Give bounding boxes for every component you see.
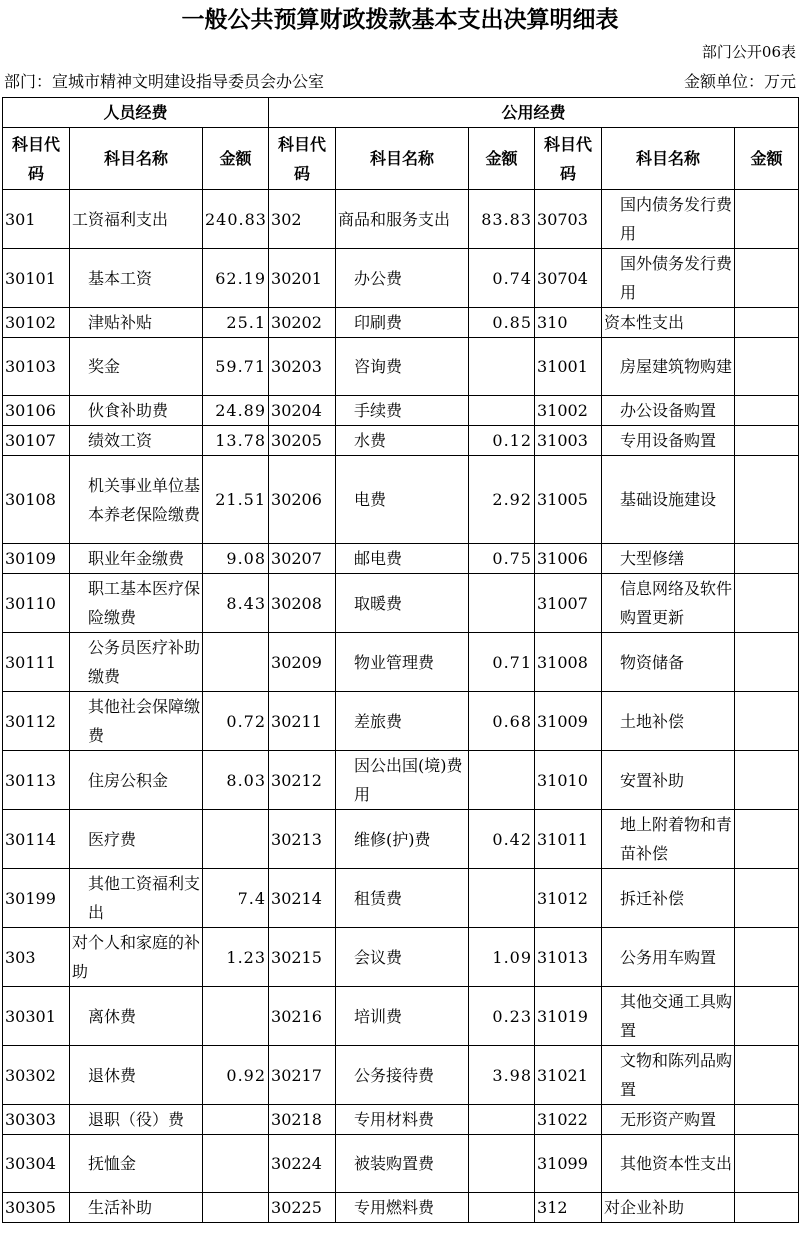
table-number: 部门公开06表 — [701, 43, 796, 61]
goods-code-cell: 30204 — [269, 396, 336, 426]
goods-amount-cell — [469, 396, 535, 426]
name-header: 科目名称 — [602, 128, 735, 190]
capital-code-cell: 30704 — [535, 249, 602, 308]
goods-code-cell: 30212 — [269, 751, 336, 810]
table-row — [3, 426, 799, 456]
goods-name-cell: 培训费 — [336, 987, 469, 1046]
goods-name-cell: 取暖费 — [336, 574, 469, 633]
goods-amount-cell — [469, 574, 535, 633]
personnel-code-cell: 301 — [3, 190, 70, 249]
personnel-name-cell: 其他工资福利支出 — [70, 869, 203, 928]
capital-amount-cell — [735, 987, 799, 1046]
personnel-amount-cell: 24.89 — [203, 396, 269, 426]
goods-name-cell: 公务接待费 — [336, 1046, 469, 1105]
capital-name-cell: 其他资本性支出 — [602, 1135, 735, 1193]
capital-code-cell: 31005 — [535, 456, 602, 544]
capital-name-cell: 资本性支出 — [602, 308, 735, 338]
capital-amount-cell — [735, 1193, 799, 1223]
capital-amount-cell — [735, 633, 799, 692]
personnel-amount-cell: 7.4 — [203, 869, 269, 928]
capital-code-cell: 31002 — [535, 396, 602, 426]
capital-code-cell: 31008 — [535, 633, 602, 692]
table-row — [3, 928, 799, 987]
capital-amount-cell — [735, 338, 799, 396]
capital-code-cell: 31007 — [535, 574, 602, 633]
capital-code-cell: 31012 — [535, 869, 602, 928]
goods-amount-cell: 0.23 — [469, 987, 535, 1046]
capital-code-cell: 31021 — [535, 1046, 602, 1105]
capital-code-cell: 30703 — [535, 190, 602, 249]
amount-header: 金额 — [469, 128, 535, 190]
capital-code-cell: 31003 — [535, 426, 602, 456]
goods-name-cell: 邮电费 — [336, 544, 469, 574]
personnel-amount-cell: 9.08 — [203, 544, 269, 574]
personnel-name-cell: 离休费 — [70, 987, 203, 1046]
table-row — [3, 692, 799, 751]
personnel-name-cell: 公务员医疗补助缴费 — [70, 633, 203, 692]
personnel-code-cell: 30112 — [3, 692, 70, 751]
goods-name-cell: 商品和服务支出 — [336, 190, 469, 249]
department-label: 部门：宣城市精神文明建设指导委员会办公室 — [4, 72, 325, 91]
capital-name-cell: 专用设备购置 — [602, 426, 735, 456]
personnel-code-cell: 30101 — [3, 249, 70, 308]
capital-name-cell: 无形资产购置 — [602, 1105, 735, 1135]
personnel-amount-cell: 0.92 — [203, 1046, 269, 1105]
table-row — [3, 1105, 799, 1135]
personnel-amount-cell: 0.72 — [203, 692, 269, 751]
expenditure-table — [2, 97, 799, 1223]
goods-amount-cell: 0.74 — [469, 249, 535, 308]
goods-code-cell: 302 — [269, 190, 336, 249]
personnel-name-cell: 退休费 — [70, 1046, 203, 1105]
unit-label: 金额单位：万元 — [683, 72, 796, 91]
personnel-code-cell: 30199 — [3, 869, 70, 928]
capital-amount-cell — [735, 396, 799, 426]
personnel-name-cell: 职工基本医疗保险缴费 — [70, 574, 203, 633]
table-row — [3, 249, 799, 308]
capital-name-cell: 基础设施建设 — [602, 456, 735, 544]
personnel-amount-cell — [203, 987, 269, 1046]
personnel-code-cell: 303 — [3, 928, 70, 987]
goods-amount-cell: 0.12 — [469, 426, 535, 456]
personnel-amount-cell: 21.51 — [203, 456, 269, 544]
capital-amount-cell — [735, 249, 799, 308]
personnel-amount-cell: 13.78 — [203, 426, 269, 456]
personnel-name-cell: 医疗费 — [70, 810, 203, 869]
capital-name-cell: 房屋建筑物购建 — [602, 338, 735, 396]
personnel-code-cell: 30109 — [3, 544, 70, 574]
goods-name-cell: 电费 — [336, 456, 469, 544]
goods-amount-cell — [469, 1105, 535, 1135]
goods-code-cell: 30201 — [269, 249, 336, 308]
personnel-code-cell: 30102 — [3, 308, 70, 338]
table-row — [3, 751, 799, 810]
goods-name-cell: 会议费 — [336, 928, 469, 987]
capital-amount-cell — [735, 544, 799, 574]
personnel-name-cell: 奖金 — [70, 338, 203, 396]
table-row — [3, 1135, 799, 1193]
personnel-name-cell: 生活补助 — [70, 1193, 203, 1223]
goods-code-cell: 30207 — [269, 544, 336, 574]
personnel-code-cell: 30110 — [3, 574, 70, 633]
table-row — [3, 633, 799, 692]
goods-code-cell: 30214 — [269, 869, 336, 928]
capital-amount-cell — [735, 810, 799, 869]
code-header: 科目代码 — [269, 128, 336, 190]
capital-code-cell: 31001 — [535, 338, 602, 396]
personnel-code-cell: 30114 — [3, 810, 70, 869]
goods-amount-cell: 0.42 — [469, 810, 535, 869]
goods-name-cell: 水费 — [336, 426, 469, 456]
goods-name-cell: 物业管理费 — [336, 633, 469, 692]
personnel-amount-cell: 25.1 — [203, 308, 269, 338]
capital-name-cell: 拆迁补偿 — [602, 869, 735, 928]
goods-code-cell: 30216 — [269, 987, 336, 1046]
capital-amount-cell — [735, 1105, 799, 1135]
goods-name-cell: 因公出国(境)费用 — [336, 751, 469, 810]
goods-code-cell: 30217 — [269, 1046, 336, 1105]
table-row — [3, 308, 799, 338]
goods-amount-cell — [469, 751, 535, 810]
goods-code-cell: 30224 — [269, 1135, 336, 1193]
personnel-name-cell: 抚恤金 — [70, 1135, 203, 1193]
goods-name-cell: 专用材料费 — [336, 1105, 469, 1135]
personnel-name-cell: 工资福利支出 — [70, 190, 203, 249]
goods-code-cell: 30203 — [269, 338, 336, 396]
goods-name-cell: 被装购置费 — [336, 1135, 469, 1193]
personnel-code-cell: 30107 — [3, 426, 70, 456]
capital-name-cell: 文物和陈列品购置 — [602, 1046, 735, 1105]
capital-name-cell: 国内债务发行费用 — [602, 190, 735, 249]
capital-amount-cell — [735, 308, 799, 338]
goods-code-cell: 30225 — [269, 1193, 336, 1223]
capital-amount-cell — [735, 1046, 799, 1105]
capital-amount-cell — [735, 574, 799, 633]
capital-amount-cell — [735, 928, 799, 987]
goods-amount-cell — [469, 1135, 535, 1193]
capital-amount-cell — [735, 869, 799, 928]
personnel-code-cell: 30113 — [3, 751, 70, 810]
capital-name-cell: 公务用车购置 — [602, 928, 735, 987]
personnel-name-cell: 机关事业单位基本养老保险缴费 — [70, 456, 203, 544]
table-row — [3, 456, 799, 544]
personnel-name-cell: 伙食补助费 — [70, 396, 203, 426]
goods-amount-cell — [469, 338, 535, 396]
goods-name-cell: 租赁费 — [336, 869, 469, 928]
capital-code-cell: 31099 — [535, 1135, 602, 1193]
capital-amount-cell — [735, 751, 799, 810]
capital-code-cell: 31013 — [535, 928, 602, 987]
capital-amount-cell — [735, 190, 799, 249]
name-header: 科目名称 — [70, 128, 203, 190]
goods-code-cell: 30215 — [269, 928, 336, 987]
personnel-name-cell: 退职（役）费 — [70, 1105, 203, 1135]
capital-name-cell: 其他交通工具购置 — [602, 987, 735, 1046]
goods-amount-cell: 0.75 — [469, 544, 535, 574]
goods-name-cell: 印刷费 — [336, 308, 469, 338]
capital-amount-cell — [735, 456, 799, 544]
capital-name-cell: 办公设备购置 — [602, 396, 735, 426]
personnel-amount-cell: 1.23 — [203, 928, 269, 987]
table-row — [3, 1046, 799, 1105]
capital-name-cell: 大型修缮 — [602, 544, 735, 574]
code-header: 科目代码 — [535, 128, 602, 190]
capital-code-cell: 310 — [535, 308, 602, 338]
goods-name-cell: 手续费 — [336, 396, 469, 426]
goods-name-cell: 差旅费 — [336, 692, 469, 751]
personnel-amount-cell — [203, 1105, 269, 1135]
personnel-code-cell: 30106 — [3, 396, 70, 426]
goods-name-cell: 维修(护)费 — [336, 810, 469, 869]
personnel-name-cell: 绩效工资 — [70, 426, 203, 456]
personnel-code-cell: 30108 — [3, 456, 70, 544]
capital-name-cell: 物资储备 — [602, 633, 735, 692]
personnel-name-cell: 津贴补贴 — [70, 308, 203, 338]
public-group-header: 公用经费 — [269, 98, 799, 128]
goods-code-cell: 30205 — [269, 426, 336, 456]
amount-header: 金额 — [735, 128, 799, 190]
goods-name-cell: 专用燃料费 — [336, 1193, 469, 1223]
goods-amount-cell: 1.09 — [469, 928, 535, 987]
capital-name-cell: 信息网络及软件购置更新 — [602, 574, 735, 633]
goods-code-cell: 30202 — [269, 308, 336, 338]
capital-name-cell: 土地补偿 — [602, 692, 735, 751]
personnel-amount-cell — [203, 1135, 269, 1193]
personnel-code-cell: 30304 — [3, 1135, 70, 1193]
capital-code-cell: 31009 — [535, 692, 602, 751]
capital-code-cell: 312 — [535, 1193, 602, 1223]
personnel-code-cell: 30303 — [3, 1105, 70, 1135]
personnel-code-cell: 30111 — [3, 633, 70, 692]
table-row — [3, 574, 799, 633]
goods-amount-cell: 0.71 — [469, 633, 535, 692]
table-row — [3, 544, 799, 574]
table-row — [3, 338, 799, 396]
capital-code-cell: 31006 — [535, 544, 602, 574]
code-header: 科目代码 — [3, 128, 70, 190]
personnel-name-cell: 对个人和家庭的补助 — [70, 928, 203, 987]
capital-code-cell: 31019 — [535, 987, 602, 1046]
goods-amount-cell — [469, 869, 535, 928]
goods-code-cell: 30209 — [269, 633, 336, 692]
table-row — [3, 1193, 799, 1223]
goods-amount-cell: 2.92 — [469, 456, 535, 544]
goods-name-cell: 办公费 — [336, 249, 469, 308]
goods-name-cell: 咨询费 — [336, 338, 469, 396]
personnel-amount-cell — [203, 1193, 269, 1223]
amount-header: 金额 — [203, 128, 269, 190]
name-header: 科目名称 — [336, 128, 469, 190]
personnel-code-cell: 30103 — [3, 338, 70, 396]
personnel-amount-cell: 240.83 — [203, 190, 269, 249]
goods-amount-cell: 3.98 — [469, 1046, 535, 1105]
goods-amount-cell: 0.68 — [469, 692, 535, 751]
capital-name-cell: 对企业补助 — [602, 1193, 735, 1223]
goods-amount-cell: 0.85 — [469, 308, 535, 338]
personnel-name-cell: 基本工资 — [70, 249, 203, 308]
capital-amount-cell — [735, 1135, 799, 1193]
personnel-amount-cell: 8.03 — [203, 751, 269, 810]
personnel-code-cell: 30301 — [3, 987, 70, 1046]
capital-code-cell: 31010 — [535, 751, 602, 810]
personnel-code-cell: 30302 — [3, 1046, 70, 1105]
personnel-group-header: 人员经费 — [3, 98, 269, 128]
table-row — [3, 869, 799, 928]
personnel-name-cell: 其他社会保障缴费 — [70, 692, 203, 751]
capital-code-cell: 31011 — [535, 810, 602, 869]
personnel-code-cell: 30305 — [3, 1193, 70, 1223]
table-row — [3, 396, 799, 426]
personnel-amount-cell: 8.43 — [203, 574, 269, 633]
goods-amount-cell: 83.83 — [469, 190, 535, 249]
table-row — [3, 987, 799, 1046]
goods-code-cell: 30211 — [269, 692, 336, 751]
personnel-amount-cell — [203, 810, 269, 869]
goods-code-cell: 30208 — [269, 574, 336, 633]
personnel-name-cell: 职业年金缴费 — [70, 544, 203, 574]
capital-code-cell: 31022 — [535, 1105, 602, 1135]
personnel-amount-cell: 62.19 — [203, 249, 269, 308]
capital-name-cell: 安置补助 — [602, 751, 735, 810]
capital-name-cell: 国外债务发行费用 — [602, 249, 735, 308]
table-row — [3, 810, 799, 869]
goods-code-cell: 30213 — [269, 810, 336, 869]
personnel-amount-cell — [203, 633, 269, 692]
capital-amount-cell — [735, 692, 799, 751]
personnel-amount-cell: 59.71 — [203, 338, 269, 396]
goods-amount-cell — [469, 1193, 535, 1223]
page-title: 一般公共预算财政拨款基本支出决算明细表 — [181, 7, 619, 33]
goods-code-cell: 30206 — [269, 456, 336, 544]
goods-code-cell: 30218 — [269, 1105, 336, 1135]
capital-amount-cell — [735, 426, 799, 456]
capital-name-cell: 地上附着物和青苗补偿 — [602, 810, 735, 869]
table-row — [3, 190, 799, 249]
personnel-name-cell: 住房公积金 — [70, 751, 203, 810]
